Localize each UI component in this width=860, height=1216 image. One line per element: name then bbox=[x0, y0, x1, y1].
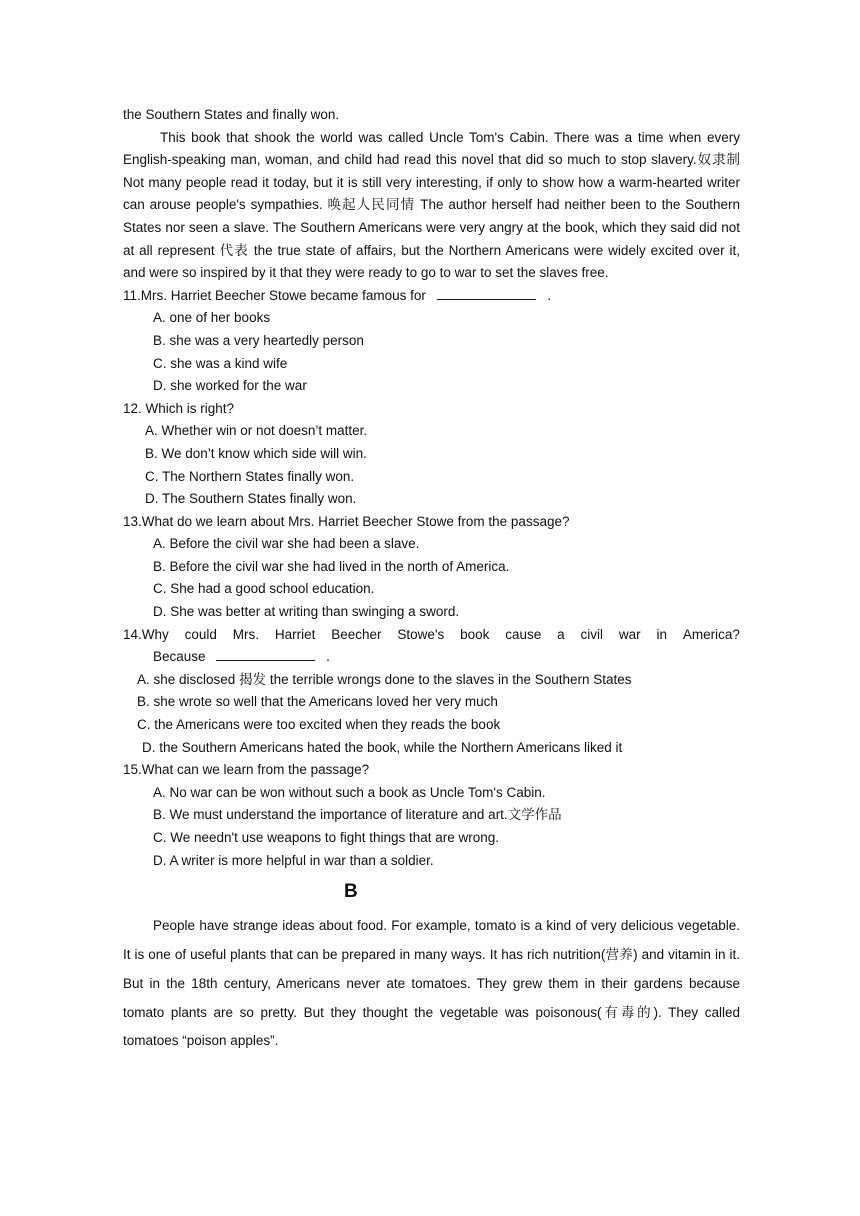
passage-a-paragraph bbox=[123, 127, 740, 285]
stem-word: Mrs. bbox=[232, 626, 260, 642]
option-b: B. she wrote so well that the Americans loved her very much bbox=[137, 694, 498, 710]
option-c: C. The Northern States finally won. bbox=[145, 468, 355, 484]
stem-word: civil bbox=[580, 626, 604, 642]
answer-blank[interactable] bbox=[437, 287, 536, 300]
answer-blank[interactable] bbox=[216, 648, 315, 661]
passage-a-continuation: the Southern States and finally won. bbox=[123, 107, 340, 122]
question-tail: . bbox=[326, 649, 330, 665]
option-c: C. the Americans were too excited when they reads the book bbox=[137, 717, 501, 733]
chinese-gloss: 唤起人民同情 bbox=[327, 197, 416, 214]
option-d: D. she worked for the war bbox=[153, 378, 307, 394]
option-c: C. We needn't use weapons to fight things that are wrong. bbox=[153, 830, 500, 845]
chinese-gloss: 有毒的 bbox=[601, 1004, 654, 1021]
option-a: A. No war can be won without such a book as Uncle Tom's Cabin. bbox=[153, 784, 546, 800]
question-14-because bbox=[123, 646, 740, 669]
chinese-gloss: 奴隶制 bbox=[696, 152, 741, 169]
because-label: Because bbox=[153, 649, 206, 665]
option-d: D. A writer is more helpful in war than a soldier. bbox=[153, 852, 434, 868]
passage-text: The author herself had neither been to the Southern States nor seen a slave. The Southern Americans were very angry at the book, which they said did not at all represent bbox=[123, 197, 741, 258]
chinese-gloss: 揭发 bbox=[239, 671, 267, 688]
stem-word: America? bbox=[682, 626, 740, 642]
passage-text: This book that shook the world was called Uncle Tom's Cabin. There was a time when every English-speaking man, woman, and child had read this novel that did so much to stop slavery. bbox=[123, 129, 740, 168]
passage-text: the true state of affairs, but the Northern Americans were widely excited over it, and were so inspired by it that they were ready to go to war to set the slaves free. bbox=[123, 242, 740, 281]
option-text: the terrible wrongs done to the slaves in the Southern States bbox=[266, 671, 632, 687]
option-d: D. The Southern States finally won. bbox=[145, 491, 357, 507]
question-13-stem: 13.What do we learn about Mrs. Harriet Beecher Stowe from the passage? bbox=[123, 513, 570, 529]
chinese-gloss: 代表 bbox=[219, 242, 249, 259]
stem-word: could bbox=[184, 626, 217, 642]
option-b: B. Before the civil war she had lived in the north of America. bbox=[153, 558, 510, 574]
passage-text: People have strange ideas about food. For example, tomato is a kind of very delicious vegetable. It is one of useful plants that can be prepared in many ways. It has rich nutrition( bbox=[123, 918, 740, 962]
option-text: A. she disclosed bbox=[137, 671, 240, 687]
passage-text: ) and vitamin in it. But in the 18th century, Americans never ate tomatoes. They grew them in their gardens because tomato plants are so pretty. But they thought the vegetable was poisonous( bbox=[123, 946, 740, 1020]
stem-word: Stowe's bbox=[397, 626, 445, 642]
stem-word: Harriet bbox=[274, 626, 316, 642]
option-d: D. She was better at writing than swinging a sword. bbox=[153, 604, 460, 620]
option-d: D. the Southern Americans hated the book, while the Northern Americans liked it bbox=[142, 739, 623, 755]
question-tail: . bbox=[547, 287, 552, 303]
stem-word: war bbox=[618, 626, 641, 642]
option-a: A. Whether win or not doesn’t matter. bbox=[145, 423, 368, 439]
passage-b-paragraph bbox=[123, 912, 740, 1056]
option-a: A. Before the civil war she had been a slave. bbox=[153, 536, 420, 552]
option-a: A. one of her books bbox=[153, 310, 271, 326]
question-15-stem: 15.What can we learn from the passage? bbox=[123, 762, 370, 778]
option-c: C. She had a good school education. bbox=[153, 581, 375, 597]
option-b: B. We don’t know which side will win. bbox=[145, 445, 367, 461]
question-text: 11.Mrs. Harriet Beecher Stowe became famous for bbox=[123, 287, 426, 303]
question-12-stem: 12. Which is right? bbox=[123, 400, 235, 416]
passage-text: ). They called tomatoes “poison apples”. bbox=[123, 1004, 740, 1049]
option-b: B. she was a very heartedly person bbox=[153, 332, 364, 348]
stem-word: book bbox=[460, 626, 490, 642]
stem-word: in bbox=[656, 626, 668, 642]
option-b bbox=[123, 804, 740, 827]
stem-word: a bbox=[557, 626, 565, 642]
chinese-gloss: 营养 bbox=[605, 946, 634, 963]
document-page bbox=[123, 104, 740, 1056]
stem-word: 14.Why bbox=[123, 626, 169, 642]
section-heading-b: B bbox=[344, 881, 358, 903]
passage-text: Not many people read it today, but it is still very interesting, if only to show how a warm-hearted writer can arouse people's sympathies. bbox=[123, 174, 740, 213]
chinese-gloss: 文学作品 bbox=[507, 807, 562, 824]
stem-word: cause bbox=[505, 626, 542, 642]
question-11-stem bbox=[123, 285, 740, 308]
option-c: C. she was a kind wife bbox=[153, 355, 288, 371]
stem-word: Beecher bbox=[331, 626, 382, 642]
option-text: B. We must understand the importance of literature and art. bbox=[153, 807, 508, 823]
option-a bbox=[123, 669, 740, 692]
question-14-stem bbox=[123, 624, 740, 647]
